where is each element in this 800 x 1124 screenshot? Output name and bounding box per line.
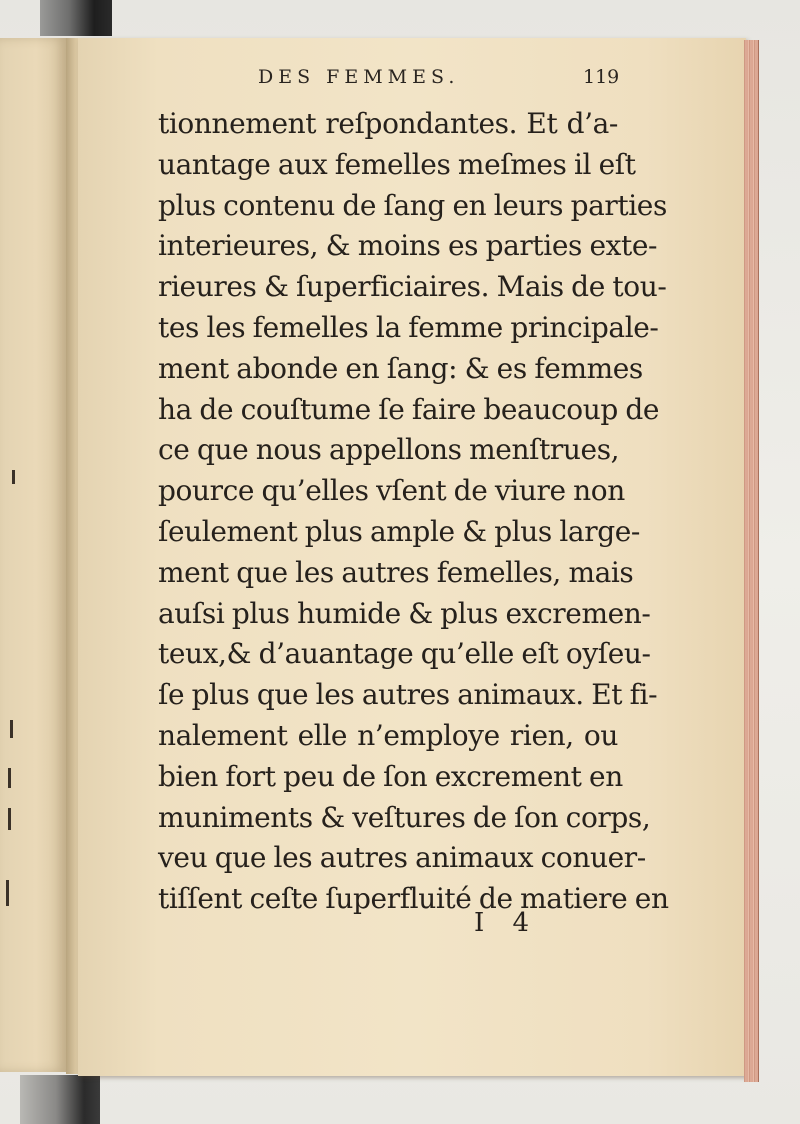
text-line: teux,& d’auantage qu’elle eſt oyſeu-: [158, 637, 651, 671]
text-line: bien fort peu de ſon excrement en: [158, 759, 623, 793]
bleed-mark: [12, 470, 15, 484]
text-line: uantage aux femelles meſmes il eſt: [158, 147, 636, 181]
text-line: ment que les autres femelles, mais: [158, 555, 634, 589]
running-head: DES FEMMES.: [258, 66, 460, 88]
page-number: 119: [583, 66, 620, 88]
binding-clip-top: [40, 0, 112, 36]
signature-mark: I 4: [474, 908, 540, 938]
bleed-mark: [8, 808, 11, 830]
text-line: ha de couſtume ſe faire beaucoup de: [158, 392, 660, 426]
text-line: plus contenu de ſang en leurs parties: [158, 188, 667, 222]
text-line: ment abonde en ſang: & es femmes: [158, 351, 643, 385]
text-line: ſeulement plus ample & plus large-: [158, 514, 640, 548]
text-line: rieures & ſuperficiaires. Mais de tou-: [158, 270, 667, 304]
text-line: pource qu’elles vſent de viure non: [158, 474, 625, 508]
text-line: auſsi plus humide & plus excremen-: [158, 596, 651, 630]
bleed-mark: [8, 768, 11, 788]
text-line: tes les femelles la femme principale-: [158, 310, 659, 344]
text-line: veu que les autres animaux conuer-: [158, 841, 646, 875]
text-line: tionnement reſpondantes. Et d’a-: [158, 107, 618, 140]
text-line: ſe plus que les autres animaux. Et fi-: [158, 678, 658, 712]
bleed-mark: [6, 880, 9, 906]
book-page: [78, 38, 746, 1076]
facing-page-left: [0, 38, 67, 1072]
page-edge-stack: [744, 40, 759, 1082]
text-line: ce que nous appellons menſtrues,: [158, 433, 620, 467]
body-text: [158, 104, 669, 920]
bleed-mark: [10, 720, 13, 738]
page-header: [78, 66, 746, 96]
text-line: tiſſent ceſte ſuperfluité de matiere en: [158, 882, 669, 916]
text-line: muniments & veſtures de ſon corps,: [158, 800, 651, 834]
binding-clip-bottom: [20, 1075, 100, 1124]
text-line: nalement elle n’employe rien, ou: [158, 718, 618, 752]
text-line: interieures, & moins es parties exte-: [158, 229, 658, 263]
